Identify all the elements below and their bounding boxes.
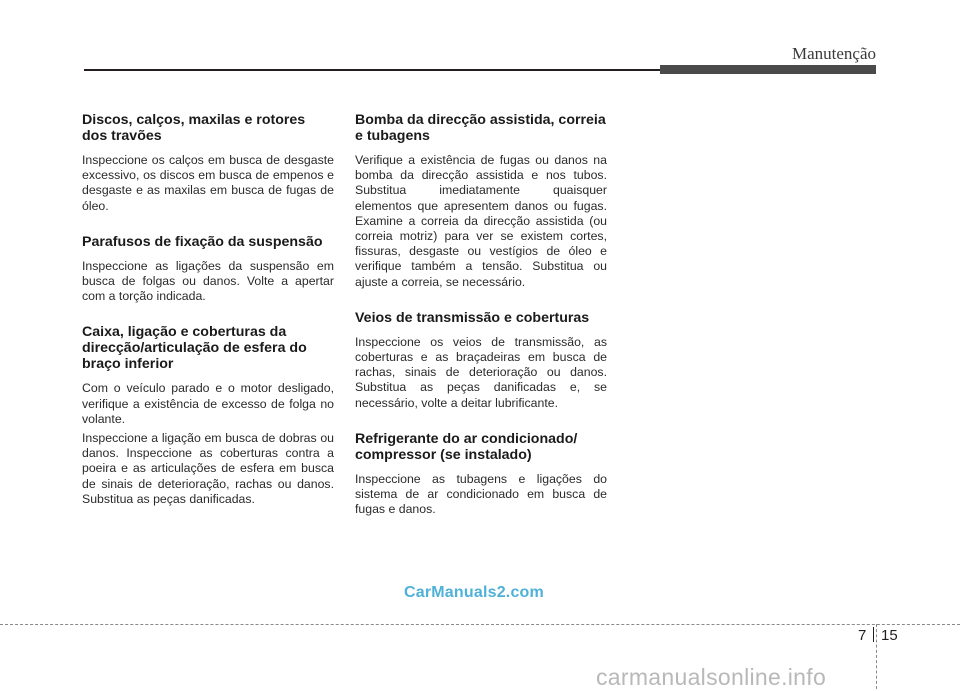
chapter-number: 7	[858, 627, 867, 644]
section-paragraph: Inspeccione os veios de transmissão, as coberturas e as braçadeiras em busca de rachas, sinais de deterioração ou danos. Substitua as peças danificadas e, se necessário, volte a deitar lubrificante.	[355, 334, 607, 410]
section-paragraph: Com o veículo parado e o motor desligado, verifique a existência de excesso de folga no volante.	[82, 381, 334, 426]
section-paragraph: Inspeccione a ligação em busca de dobras ou danos. Inspeccione as coberturas contra a poeira e as articulações de esfera em busca de sinais de deterioração, rachas ou danos. Substitua as peças danificadas.	[82, 431, 334, 506]
section-heading: Parafusos de fixação da suspensão	[82, 233, 323, 250]
section-paragraph: Verifique a existência de fugas ou danos na bomba da direcção assistida e nos tubos. Substitua imediatamente quaisquer elementos que apresentem danos ou fugas. Examine a correia da direcção assistida (ou correia motriz) para ver se existem cortes, fissuras, desgaste ou vestígios de óleo e verifique também a tensão. Substitua ou ajuste a correia, se necessário.	[355, 153, 607, 289]
header-bar	[660, 65, 876, 74]
header-rule	[84, 69, 660, 71]
section-paragraph: Inspeccione as tubagens e ligações do sistema de ar condicionado em busca de fugas e danos.	[355, 471, 607, 517]
section-heading: Bomba da direcção assistida, correia e tubagens	[355, 112, 606, 144]
watermark-link[interactable]: CarManuals2.com	[404, 584, 544, 601]
section-heading: Veios de transmissão e coberturas	[355, 309, 590, 326]
left-column	[82, 112, 334, 527]
section-steering-linkage	[82, 324, 334, 507]
section-paragraph: Inspeccione os calços em busca de desgaste excessivo, os discos em busca de empenos e desgaste e as maxilas em busca de fugas de óleo.	[82, 153, 334, 213]
section-heading: Discos, calços, maxilas e rotores dos travões	[82, 112, 306, 144]
footer-vertical-rule	[876, 624, 877, 689]
source-watermark: carmanualsonline.info	[596, 664, 827, 690]
page-header-title: Manutenção	[791, 44, 876, 63]
footer-dashed-rule	[0, 624, 960, 625]
page-number: 15	[881, 627, 898, 644]
section-ac-refrigerant	[355, 431, 607, 518]
section-drive-shafts	[355, 310, 607, 411]
section-suspension-bolts	[82, 234, 334, 305]
page-number-separator	[873, 627, 874, 642]
section-heading: Refrigerante do ar condicionado/ compressor (se instalado)	[355, 430, 578, 463]
section-brake-discs	[82, 112, 334, 214]
section-paragraph: Inspeccione as ligações da suspensão em busca de folgas ou danos. Volte a apertar com a torção indicada.	[82, 258, 334, 304]
section-heading: Caixa, ligação e coberturas da direcção/articulação de esfera do braço inferior	[82, 324, 307, 373]
right-column	[355, 112, 607, 537]
section-power-steering	[355, 112, 607, 290]
